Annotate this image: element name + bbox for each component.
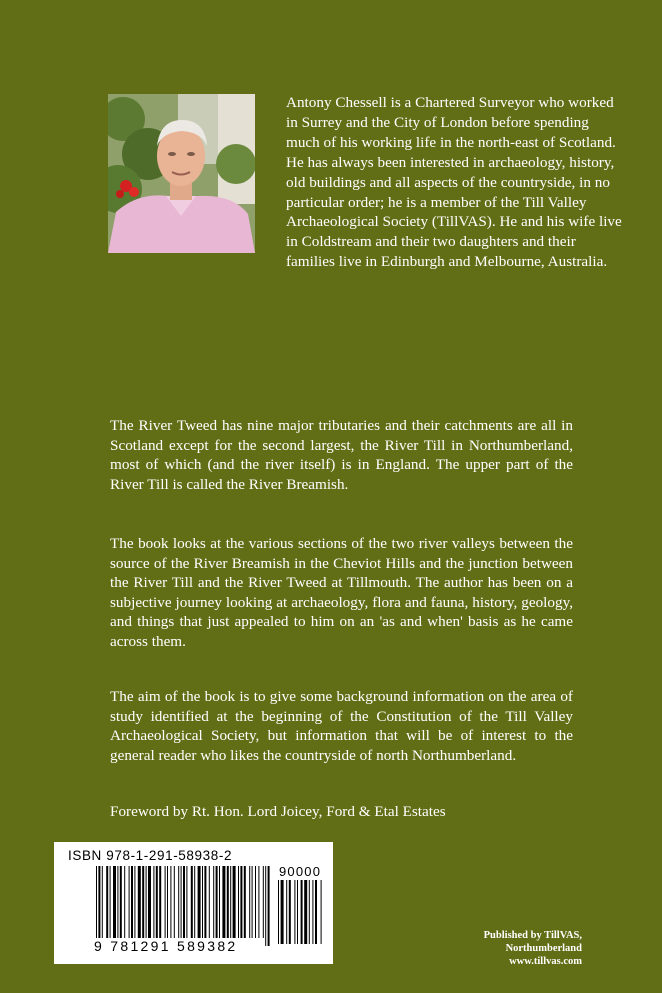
author-photo: [108, 94, 255, 253]
author-portrait-photo-icon: [108, 94, 255, 253]
description-paragraph-2: The book looks at the various sections of the two river valleys between the source of the River Breamish in the Cheviot Hills and the junction between the River Till and the River Tweed at Tillmouth. The author has been on a subjective journey looking at archaeology, flora and fauna, history, geology, and things that just appealed to him on an 'as and when' basis as he came across them.: [110, 535, 573, 650]
publisher-line-1: Published by TillVAS,: [483, 930, 582, 941]
ean-digits: 9 781291 589382: [94, 938, 238, 954]
publisher-info: [484, 929, 582, 968]
foreword-credit: Foreword by Rt. Hon. Lord Joicey, Ford & Etal Estates: [110, 803, 446, 820]
isbn-label: ISBN 978-1-291-58938-2: [68, 848, 233, 863]
author-bio: Antony Chessell is a Chartered Surveyor who worked in Surrey and the City of London before spending much of his working life in the north-east of Scotland. He has always been interested in archaeology, history, old buildings and all aspects of the countryside, in no particular order; he is a member of the Till Valley Archaeological Society (TillVAS). He and his wife live in Coldstream and their two daughters and their families live in Edinburgh and Melbourne, Australia.: [286, 94, 622, 271]
description-paragraph-1: The River Tweed has nine major tributaries and their catchments are all in Scotland except for the second largest, the River Till in Northumberland, most of which (and the river itself) is in England. The upper part of the River Till is called the River Breamish.: [110, 417, 573, 493]
publisher-line-2: Northumberland: [505, 943, 582, 954]
description-paragraph-3: The aim of the book is to give some background information on the area of study identified at the beginning of the Constitution of the Till Valley Archaeological Society, but information that will be of interest to the general reader who likes the countryside of north Northumberland.: [110, 688, 573, 764]
publisher-website[interactable]: www.tillvas.com: [509, 956, 582, 967]
price-code: 90000: [279, 864, 322, 879]
isbn-barcode: [54, 842, 333, 964]
